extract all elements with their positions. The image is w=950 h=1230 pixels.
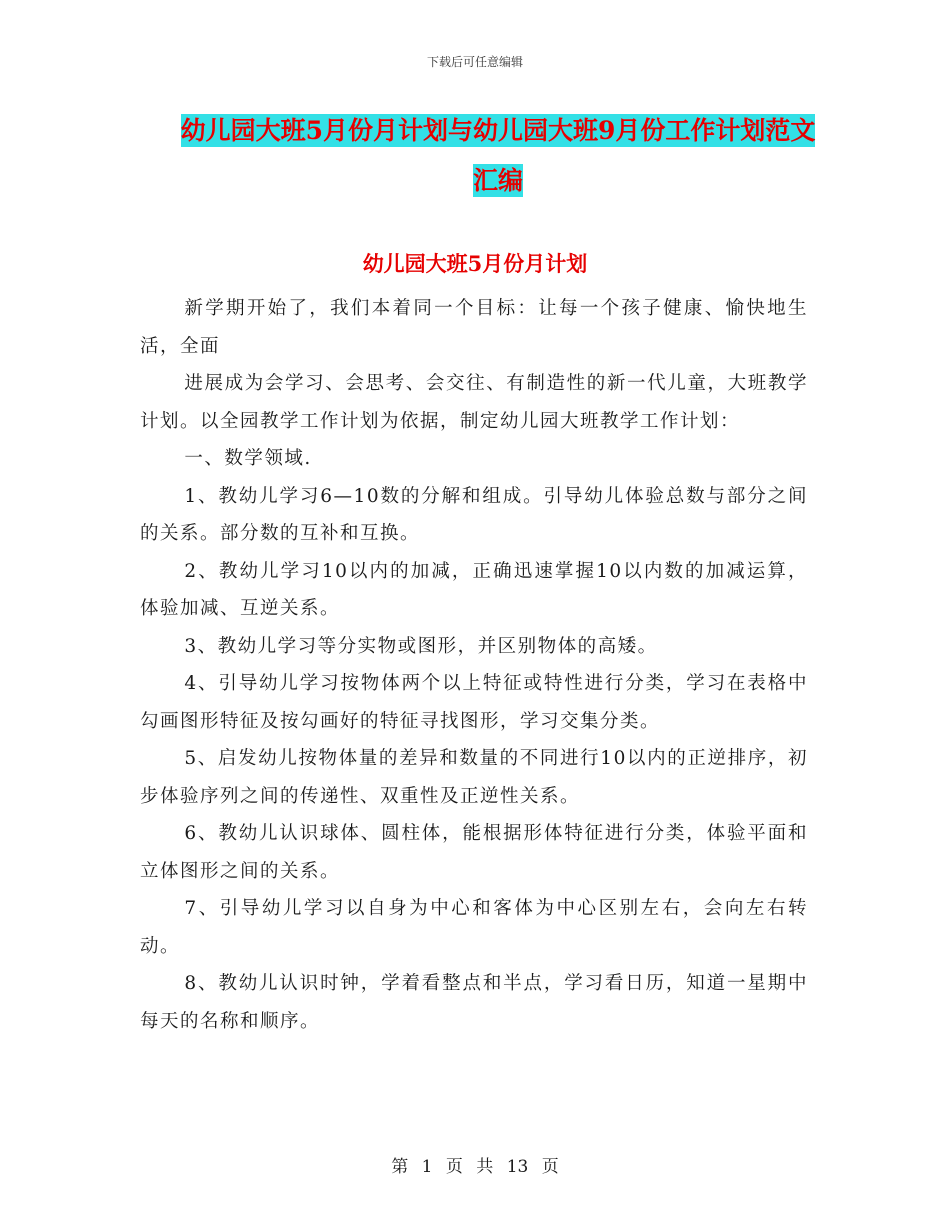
header-note: 下载后可任意编辑 bbox=[426, 55, 523, 69]
section-title: 幼儿园大班5月份月计划 bbox=[362, 251, 588, 276]
paragraph: 6、教幼儿认识球体、圆柱体，能根据形体特征进行分类，体验平面和立体图形之间的关系。 bbox=[140, 823, 808, 882]
document-title bbox=[178, 106, 818, 206]
paragraph: 3、教幼儿学习等分实物或图形，并区别物体的高矮。 bbox=[184, 635, 658, 657]
paragraph: 5、启发幼儿按物体量的差异和数量的不同进行10以内的正逆排序，初步体验序列之间的传递性、双重性及正逆性关系。 bbox=[140, 748, 808, 807]
paragraph: 1、教幼儿学习6—10数的分解和组成。引导幼儿体验总数与部分之间的关系。部分数的互补和互换。 bbox=[140, 485, 808, 544]
document-title-text: 幼儿园大班5月份月计划与幼儿园大班9月份工作计划范文汇编 bbox=[180, 116, 816, 195]
page-number-footer: 第 1 页 共 13 页 bbox=[391, 1157, 559, 1177]
paragraph: 4、引导幼儿学习按物体两个以上特征或特性进行分类，学习在表格中勾画图形特征及按勾画好的特征寻找图形，学习交集分类。 bbox=[140, 673, 808, 732]
document-body bbox=[140, 290, 808, 1040]
paragraph: 一、数学领域. bbox=[184, 448, 312, 469]
paragraph: 进展成为会学习、会思考、会交往、有制造性的新一代儿童，大班教学计划。以全园教学工作计划为依据，制定幼儿园大班教学工作计划： bbox=[140, 373, 808, 432]
paragraph: 新学期开始了，我们本着同一个目标：让每一个孩子健康、愉快地生活，全面 bbox=[140, 298, 808, 357]
paragraph: 2、教幼儿学习10以内的加减，正确迅速掌握10以内数的加减运算，体验加减、互逆关系。 bbox=[140, 560, 808, 619]
paragraph: 8、教幼儿认识时钟，学着看整点和半点，学习看日历，知道一星期中每天的名称和顺序。 bbox=[140, 973, 808, 1032]
paragraph: 7、引导幼儿学习以自身为中心和客体为中心区别左右，会向左右转动。 bbox=[140, 898, 808, 957]
